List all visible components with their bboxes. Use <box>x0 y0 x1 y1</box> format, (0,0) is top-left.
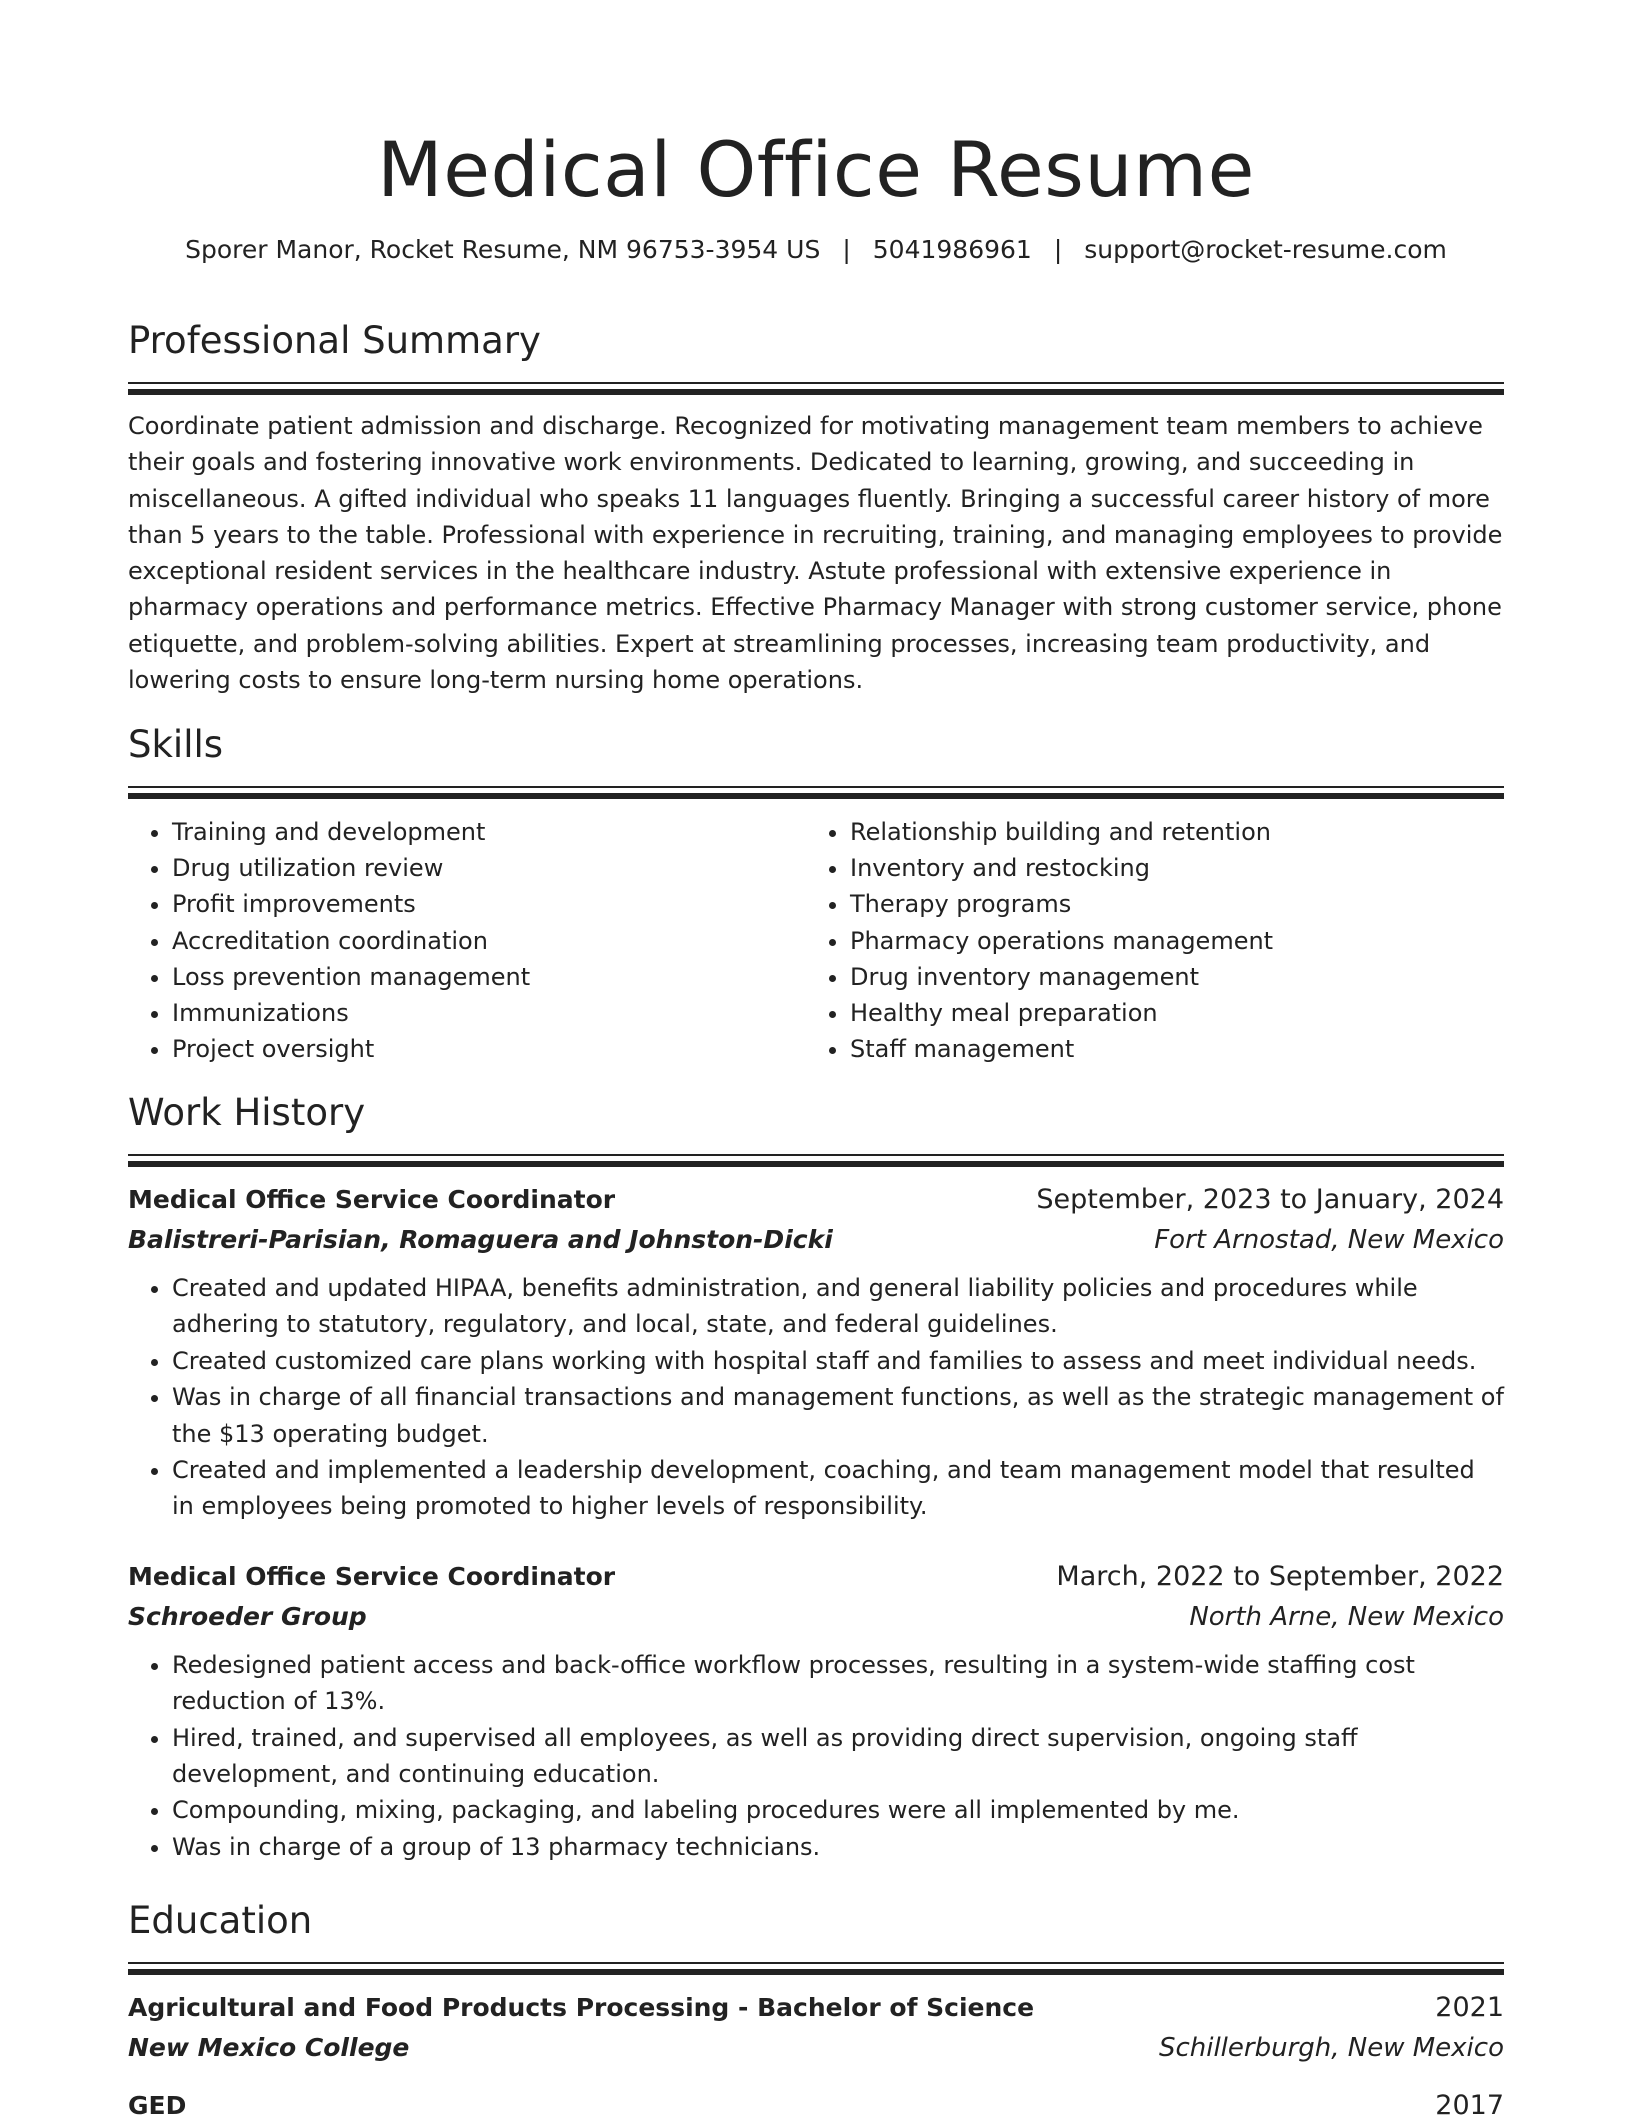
education-section <box>128 1898 1504 2126</box>
job-location: North Arne, New Mexico <box>1189 1601 1504 1632</box>
job-bullet: • Hired, trained, and supervised all employees, as well as providing direct supervision, ongoing staff development, and continuing education. <box>172 1720 1504 1793</box>
education-year: 2021 <box>1435 1992 1504 2023</box>
resume-page <box>128 0 1504 2121</box>
education-entry <box>128 2086 1504 2126</box>
job-company: Balistreri-Parisian, Romaguera and Johnston-Dicki <box>128 1225 833 1254</box>
contact-phone: 5041986961 <box>872 235 1032 264</box>
job-entry <box>128 1557 1504 1865</box>
education-header-row <box>128 2086 1504 2126</box>
skill-item: • Loss prevention management <box>172 959 806 995</box>
work-history-heading: Work History <box>128 1091 366 1134</box>
job-bullet: • Created and implemented a leadership development, coaching, and team management model that resulted in employees being promoted to higher levels of responsibility. <box>172 1452 1504 1525</box>
skill-item: • Drug utilization review <box>172 850 806 886</box>
education-year: 2017 <box>1435 2090 1504 2121</box>
skill-item: • Inventory and restocking <box>850 850 1484 886</box>
work-history-section <box>128 1090 1504 1865</box>
education-school: New Mexico College <box>128 2033 410 2062</box>
job-dates: September, 2023 to January, 2024 <box>1036 1184 1504 1215</box>
skills-section <box>128 722 1504 1067</box>
section-divider <box>128 1154 1504 1166</box>
education-location: Schillerburgh, New Mexico <box>1158 2033 1504 2063</box>
skill-item: • Pharmacy operations management <box>850 923 1484 959</box>
skill-item: • Training and development <box>172 814 806 850</box>
job-bullets <box>128 1270 1504 1525</box>
skills-heading: Skills <box>128 723 224 766</box>
resume-title: Medical Office Resume <box>377 125 1255 214</box>
skill-item: • Relationship building and retention <box>850 814 1484 850</box>
skill-item: • Project oversight <box>172 1031 806 1067</box>
job-dates: March, 2022 to September, 2022 <box>1056 1560 1504 1592</box>
job-bullet: • Redesigned patient access and back-office workflow processes, resulting in a system-wide staffing cost reduction of 13%. <box>172 1647 1504 1720</box>
contact-address: Sporer Manor, Rocket Resume, NM 96753-3954 US <box>185 235 821 264</box>
summary-heading: Professional Summary <box>128 319 541 362</box>
contact-separator: | <box>1053 235 1063 264</box>
skill-item: • Accreditation coordination <box>172 923 806 959</box>
education-entry <box>128 1988 1504 2068</box>
contact-email: support@rocket-resume.com <box>1084 235 1447 264</box>
section-divider <box>128 1962 1504 1974</box>
education-heading: Education <box>128 1899 313 1942</box>
skill-item: • Healthy meal preparation <box>850 995 1484 1031</box>
summary-section <box>128 318 1504 698</box>
job-bullet: • Was in charge of a group of 13 pharmacy technicians. <box>172 1829 1504 1865</box>
skill-item: • Profit improvements <box>172 886 806 922</box>
job-entry <box>128 1180 1504 1525</box>
job-location: Fort Arnostad, New Mexico <box>1154 1225 1504 1255</box>
job-bullet: • Compounding, mixing, packaging, and labeling procedures were all implemented by me. <box>172 1792 1504 1828</box>
job-title: Medical Office Service Coordinator <box>128 1185 616 1214</box>
skill-item: • Therapy programs <box>850 886 1484 922</box>
job-header-row <box>128 1557 1504 1597</box>
education-degree: Agricultural and Food Products Processing - Bachelor of Science <box>128 1993 1035 2022</box>
section-divider <box>128 786 1504 798</box>
skills-column-left <box>128 814 806 1067</box>
job-bullets <box>128 1647 1504 1865</box>
education-degree: GED <box>128 2091 187 2120</box>
job-company-row <box>128 1220 1504 1260</box>
skill-item: • Staff management <box>850 1031 1484 1067</box>
contact-separator: | <box>842 235 851 264</box>
contact-line <box>128 234 1504 266</box>
skills-column-right <box>806 814 1484 1067</box>
job-title: Medical Office Service Coordinator <box>128 1561 616 1591</box>
section-divider <box>128 382 1504 394</box>
job-bullet: • Created customized care plans working with hospital staff and families to assess and meet individual needs. <box>172 1343 1504 1379</box>
education-header-row <box>128 1988 1504 2028</box>
skill-item: • Immunizations <box>172 995 806 1031</box>
job-header-row <box>128 1180 1504 1220</box>
job-company: Schroeder Group <box>128 1601 367 1631</box>
education-school-row <box>128 2028 1504 2068</box>
skill-item: • Drug inventory management <box>850 959 1484 995</box>
job-bullet: • Was in charge of all financial transactions and management functions, as well as the strategic management of the $13 operating budget. <box>172 1379 1504 1452</box>
skills-list <box>128 814 1504 1067</box>
summary-text: Coordinate patient admission and discharge. Recognized for motivating management team members to achieve their goals and fostering innovative work environments. Dedicated to learning, growing, and succeeding in miscellaneous. A gifted individual who speaks 11 languages fluently. Bringing a successful career history of more than 5 years to the table. Professional with experience in recruiting, training, and managing employees to provide exceptional resident services in the healthcare industry. Astute professional with extensive experience in pharmacy operations and performance metrics. Effective Pharmacy Manager with strong customer service, phone etiquette, and problem-solving abilities. Expert at streamlining processes, increasing team productivity, and lowering costs to ensure long-term nursing home operations. <box>128 412 1503 695</box>
job-company-row <box>128 1597 1504 1637</box>
job-bullet: • Created and updated HIPAA, benefits administration, and general liability policies and procedures while adhering to statutory, regulatory, and local, state, and federal guidelines. <box>172 1270 1504 1343</box>
